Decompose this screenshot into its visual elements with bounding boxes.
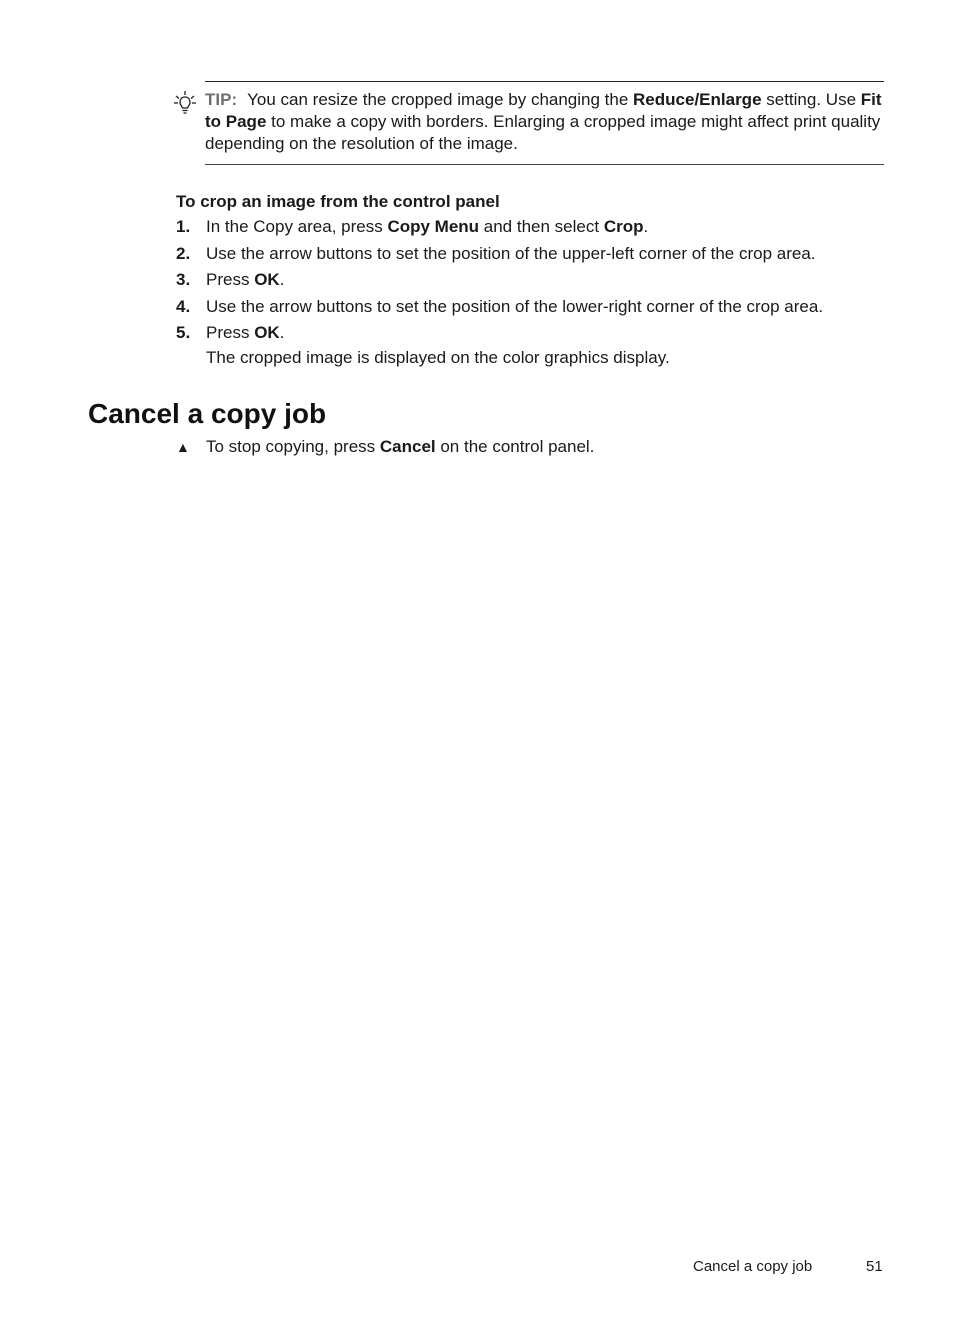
step-text: . xyxy=(279,323,285,342)
triangle-icon: ▲ xyxy=(176,439,190,455)
procedure-step xyxy=(176,269,896,291)
tip-box xyxy=(205,81,884,165)
step-text: Press xyxy=(206,270,255,289)
step-result: The cropped image is displayed on the color graphics display. xyxy=(206,348,670,367)
section-title: Cancel a copy job xyxy=(88,398,327,429)
step-bold-text: Crop xyxy=(603,217,644,236)
step-text: . xyxy=(279,270,285,289)
footer-section-title: Cancel a copy job xyxy=(693,1258,813,1275)
tip-text: You can resize the cropped image by changing the xyxy=(247,90,634,109)
step-text: Use the arrow buttons to set the position of the lower-right corner of the crop area. xyxy=(206,296,824,316)
procedure-title: To crop an image from the control panel xyxy=(176,192,500,211)
single-step-bold-cancel: Cancel xyxy=(379,437,436,456)
step-text: and then select xyxy=(479,217,604,236)
tip-bold-reduce-enlarge: Reduce/Enlarge xyxy=(633,90,762,109)
procedure-step xyxy=(176,296,896,318)
step-bold-text: Copy Menu xyxy=(387,217,480,236)
lightbulb-icon xyxy=(174,90,196,116)
step-number: 2. xyxy=(176,243,191,263)
procedure-step xyxy=(176,322,896,369)
footer-page-number: 51 xyxy=(866,1258,883,1275)
step-text: Press xyxy=(206,323,255,342)
single-step-text: on the control panel. xyxy=(435,437,595,456)
step-bold-text: OK xyxy=(254,323,280,342)
single-step-text: To stop copying, press xyxy=(206,437,380,456)
tip-bold-fit-to-page: Fit to Page xyxy=(205,90,882,131)
single-step xyxy=(176,436,594,458)
step-number: 1. xyxy=(176,217,191,236)
procedure-step xyxy=(176,243,896,265)
procedure-step xyxy=(176,216,896,238)
tip-text: setting. Use xyxy=(761,90,861,109)
step-bold-text: OK xyxy=(254,270,280,289)
step-text: . xyxy=(643,217,649,236)
step-number: 5. xyxy=(176,323,191,342)
procedure-steps xyxy=(176,216,896,374)
step-text: In the Copy area, press xyxy=(206,217,388,236)
step-number: 3. xyxy=(176,270,191,289)
tip-text: to make a copy with borders. Enlarging a cropped image might affect print quality depending on the resolution of the image. xyxy=(205,112,881,153)
step-text: Use the arrow buttons to set the position of the upper-left corner of the crop area. xyxy=(206,243,816,263)
tip-label: TIP: xyxy=(205,90,238,109)
step-number: 4. xyxy=(176,296,191,316)
